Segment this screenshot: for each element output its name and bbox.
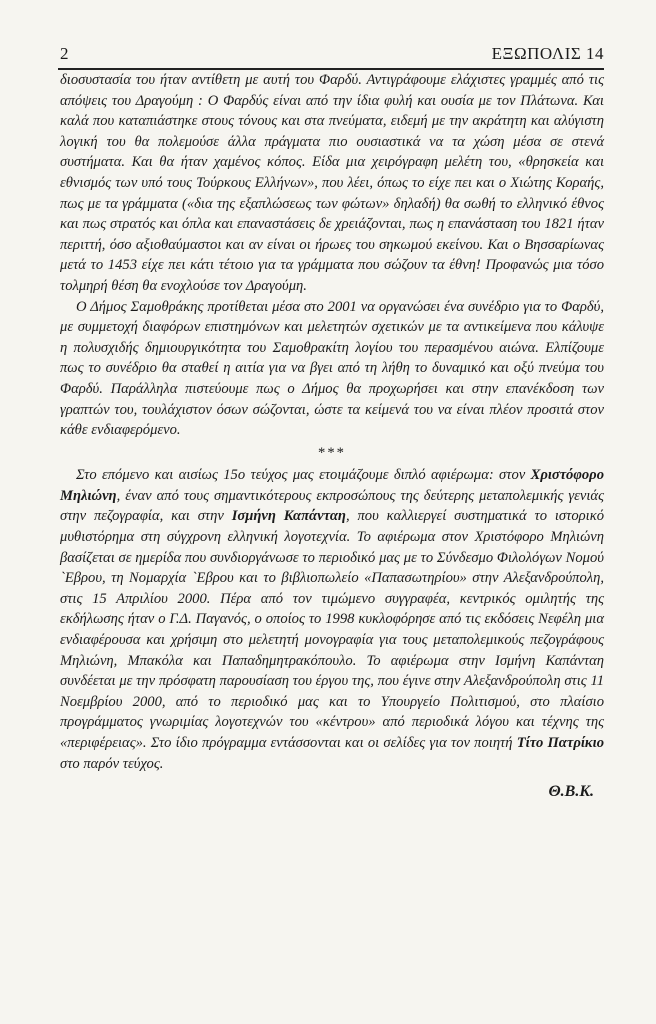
paragraph-3-text-b: , έναν από τους σημαντικότερους εκπροσώπους της δεύτερης μεταπολεμικής γενιάς στην πεζογραφία, και στην	[60, 487, 604, 525]
paragraph-3-text-c: , που καλλιεργεί συστηματικά το ιστορικό μυθιστόρημα στη σύγχρονη ελληνική λογοτεχνία. Το αφιέρωμα στον Χριστόφορο Μηλιώνη βασίζεται σε ημερίδα που συνδιοργάνωσε το περιοδικό μας με το Σύνδεσμο Φιλολόγων Νομού `Εβρου, τη Νομαρχία `Εβρου και το βιβλιοπωλείο «Παπασωτηρίου» στην Αλεξανδρούπολη, στις 15 Απριλίου 2000. Πέρα από τον τιμώμενο συγγραφέα, κεντρικός ομιλητής της εκδήλωσης ήταν ο Γ.Δ. Παγανός, ο οποίος το 1998 κυκλοφόρησε από τις εκδόσεις Νεφέλη μια ενδιαφέρουσα και χρήσιμη στο μελετητή μονογραφία για τους μεταπολεμικούς πεζογράφους Μηλιώνη, Μπακόλα και Παπαδημητρακόπουλο. Το αφιέρωμα στην Ισμήνη Καπάνταη συνδέεται με την πρόσφατη παρουσίαση του έργου της, που έγινε στην Αλεξανδρούπολη στις 11 Νοεμβρίου 2000, από το περιοδικό μας και το Υπουργείο Πολιτισμού, στο πλαίσιο προγράμματος γνωριμίας λογοτεχνών του «κέντρου» από περιοδικά λόγου και τέχνης της «περιφέρειας». Στο ίδιο πρόγραμμα εντάσσονται και οι σελίδες για τον ποιητή	[60, 508, 604, 751]
section-separator: ***	[318, 444, 346, 461]
page-header	[60, 44, 604, 64]
paragraph-2: Ο Δήμος Σαμοθράκης προτίθεται μέσα στο 2001 να οργανώσει ένα συνέδριο για το Φαρδύ, με συμμετοχή διαφόρων επιστημόνων και μελετητών σχετικών με τα αντικείμενα που κάλυψε η πολυσχιδής δημιουργικότητα του Σαμοθρακίτη λογίου του περασμένου αιώνα. Ελπίζουμε πως το συνέδριο θα σταθεί η αιτία για να βγει από τη λήθη το δυναμικό και οξύ πνεύμα του Φαρδύ. Παράλληλα πιστεύουμε πως ο Δήμος θα προχωρήσει και στην επανέκδοση των γραπτών του, τουλάχιστον όσων σώζονται, ώστε τα κείμενά του να είναι πλέον προσιτά στον κάθε ενδιαφερόμενο.	[60, 298, 604, 439]
paragraph-1: διοσυστασία του ήταν αντίθετη με αυτή του Φαρδύ. Αντιγράφουμε ελάχιστες γραμμές από τις απόψεις του Δραγούμη : Ο Φαρδύς είναι από την ίδια φυλή και ουσία με τον Πλάτωνα. Και καλά που καταπιάστηκε στους τόνους και στα πνεύματα, ειδεμή με την ακράτητη και αλύγιστη λογική του θα πολεμούσε άλλα πράγματα πιο ουσιαστικά να τα χώση μέσα σε στενά συστήματα. Και θα ήταν χαμένος κόπος. Είδα μια χειρόγραφη μελέτη του, «θρησκεία και εθνισμός των υπό τους Τούρκους Ελλήνων», που λέει, όπως το είχε πει και ο Χιώτης Κοραής, πως με τα γράμματα («δια της εξαπλώσεως των φώτων» δηλαδή) θα σωθή το ελληνικό έθνος και πως στρατός και όπλα και επαναστάσεις δε χρειάζονται, πως η επανάσταση του 1821 ήταν περιττή, όσο αξιοθαύμαστοι και αν είναι οι ήρωες του σηκωμού εκείνου. Και ο Βησσαρίωνας μετά το 1453 είχε πει κάτι τέτοιο για τα γράμματα που σώζουν τα έθνη! Προφανώς μια τόσο τολμηρή θέση θα ενοχλούσε τον Δραγούμη.	[60, 72, 604, 294]
paragraph-3-text-a: Στο επόμενο και αισίως 15ο τεύχος μας ετοιμάζουμε διπλό αφιέρωμα: στον	[76, 467, 531, 484]
paragraph-3	[60, 465, 604, 774]
paragraph-3-text-d: στο παρόν τεύχος.	[60, 755, 164, 772]
page-number: 2	[60, 44, 69, 63]
author-name-milionis: Χριστόφορο Μηλιώνη	[60, 467, 604, 504]
author-name-patrikios: Τίτο Πατρίκιο	[516, 735, 604, 751]
author-name-kapantai: Ισμήνη Καπάνταη	[231, 508, 346, 525]
signature: Θ.Β.Κ.	[548, 783, 594, 801]
journal-title: ΕΞΩΠΟΛΙΣ 14	[491, 44, 604, 63]
article-body	[60, 70, 604, 803]
